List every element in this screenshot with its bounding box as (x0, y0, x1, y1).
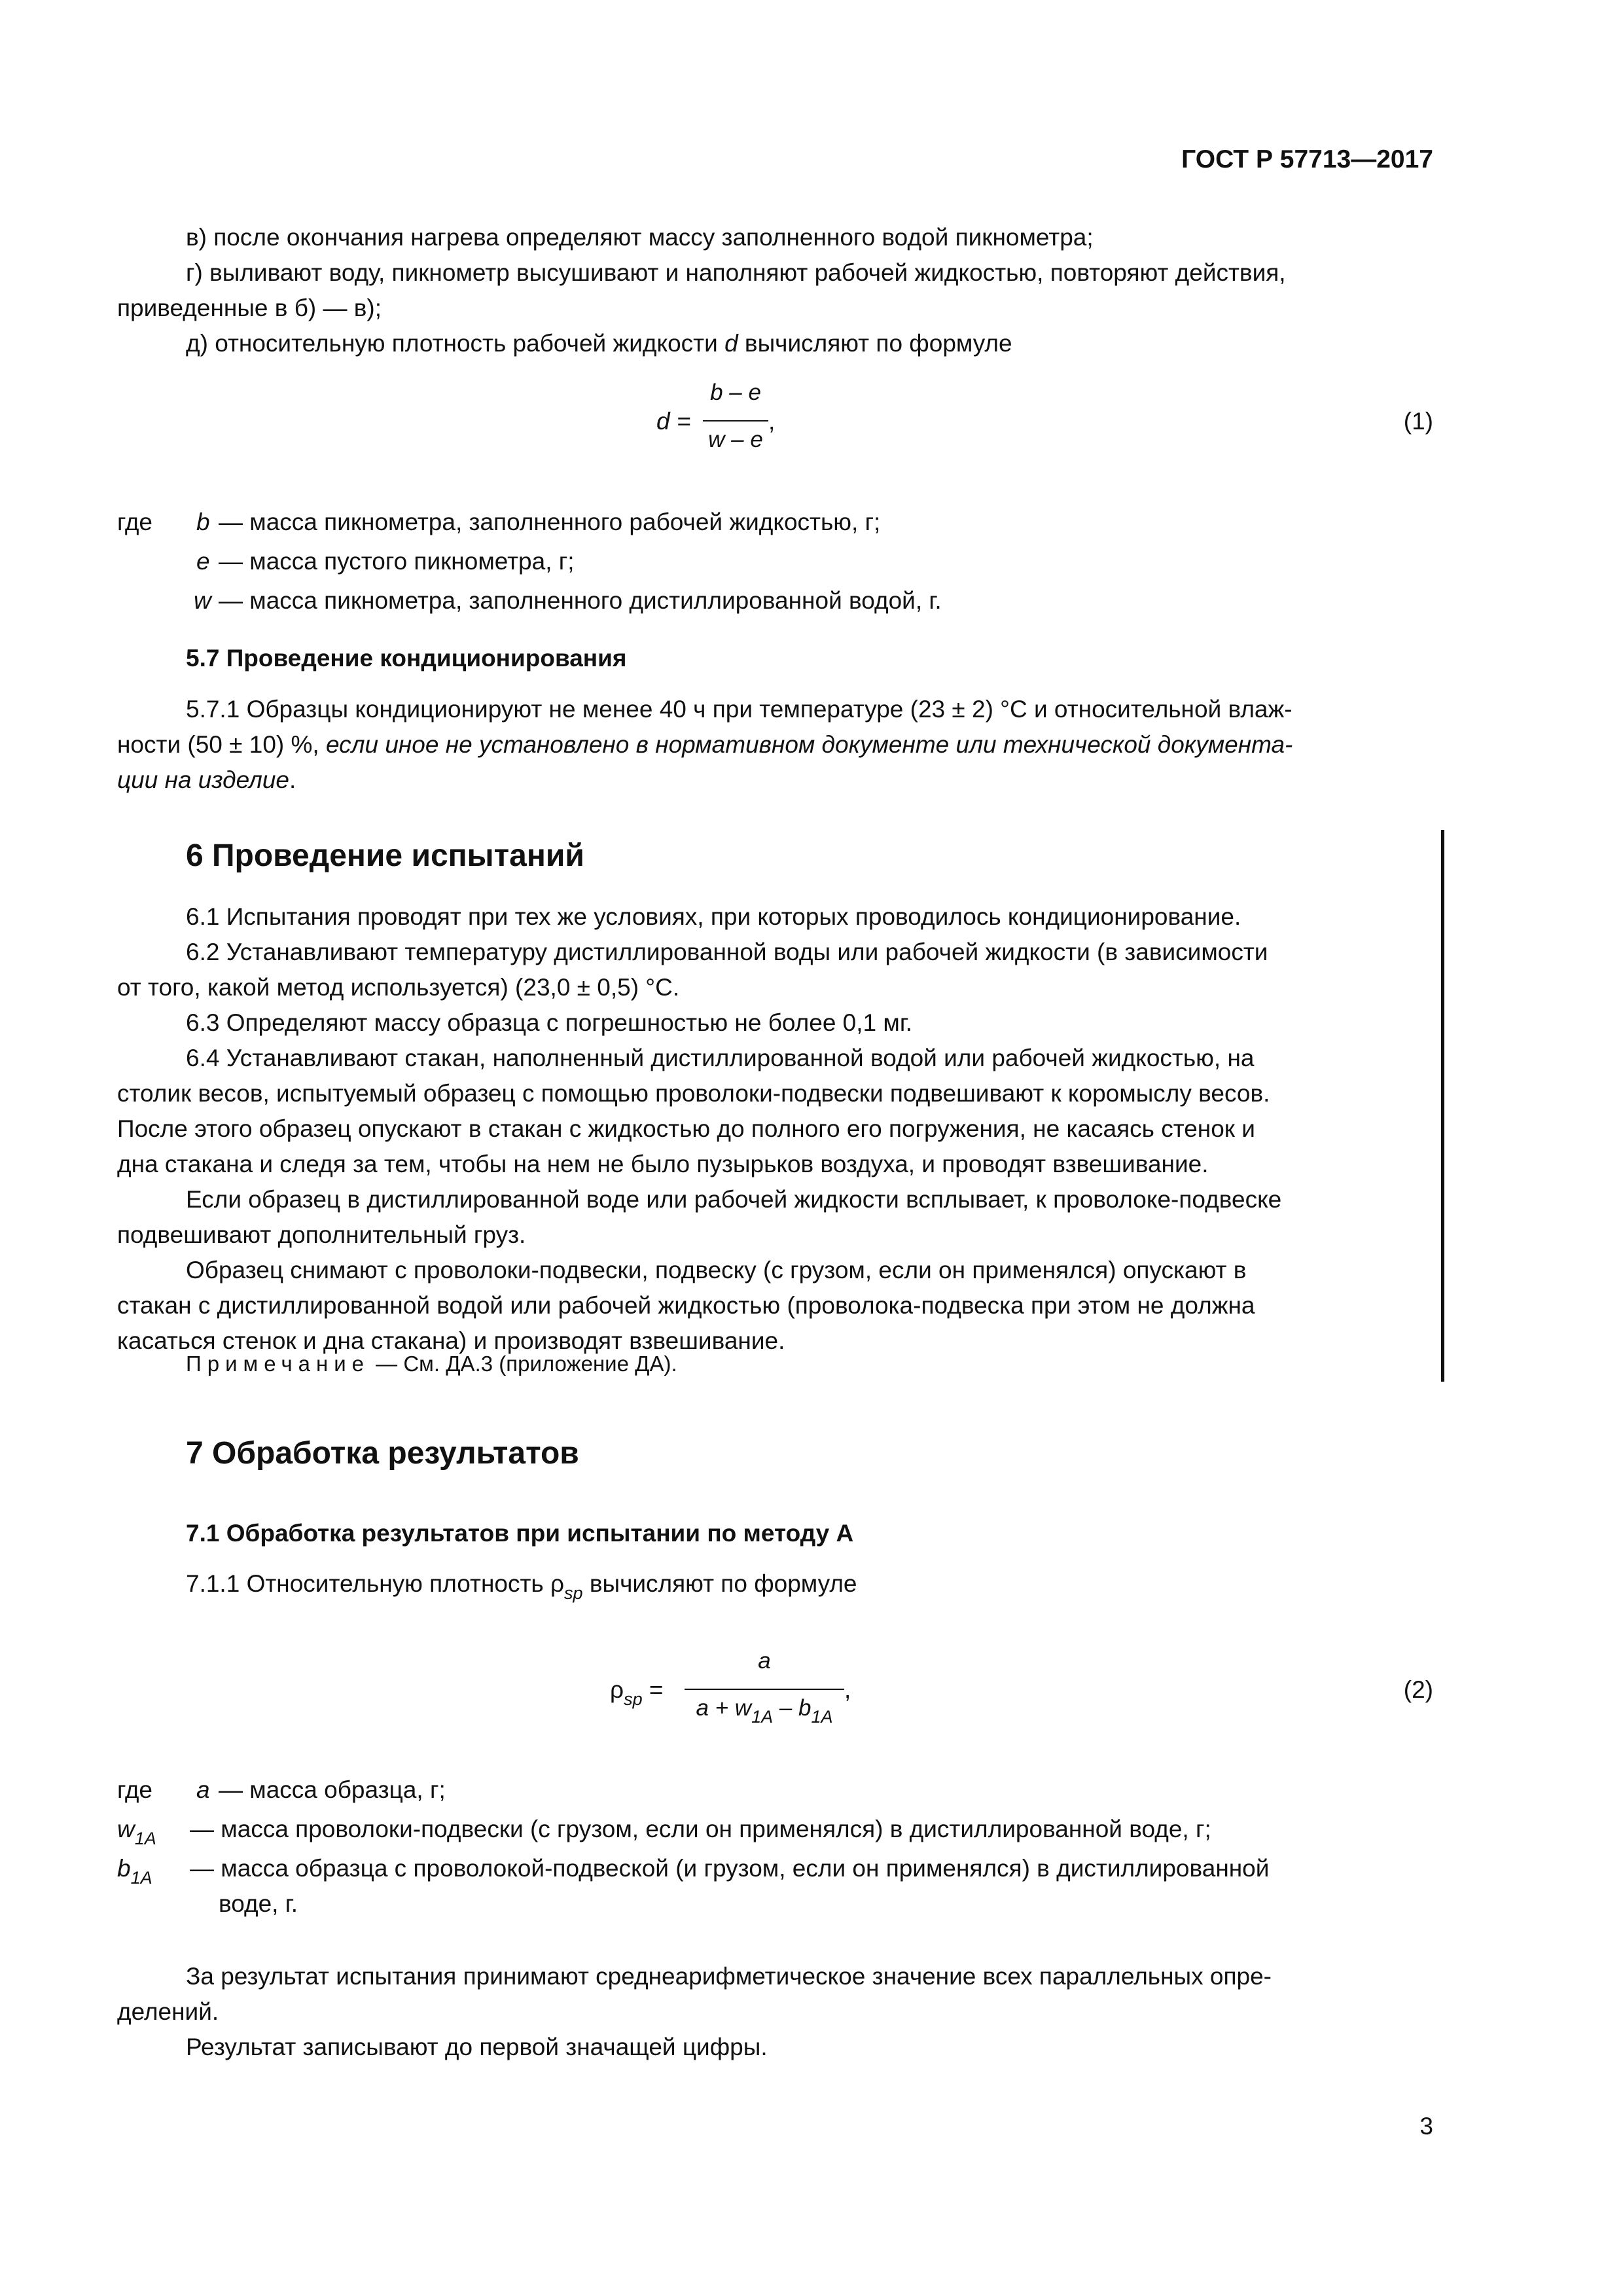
where2-symbol-a: a (196, 1776, 210, 1803)
section-6-line-11: Образец снимают с проволоки-подвески, подвеску (с грузом, если он применялся) опускают в (186, 1257, 1247, 1283)
section-5-7-line3-italic: ции на изделие (117, 766, 289, 793)
formula2-number: (2) (1403, 1676, 1433, 1703)
formula2-fraction-line (685, 1689, 844, 1690)
where1-text-w: — масса пикнометра, заполненного дистиллированной водой, г. (219, 587, 942, 614)
section-6-line-9: Если образец в дистиллированной воде или рабочей жидкости всплывает, к проволоке-подвеске (186, 1186, 1282, 1213)
where2-text-w1a: — масса проволоки-подвески (с грузом, если он применялся) в дистиллированной воде, г; (190, 1816, 1211, 1842)
formula2-numerator: a (758, 1648, 771, 1674)
item-d (186, 326, 1012, 361)
item-v: в) после окончания нагрева определяют массу заполненного водой пикнометра; (186, 224, 1094, 251)
where1-symbol-w: w (194, 587, 211, 614)
where2-symbol-b1a (117, 1851, 152, 1895)
section-6-line-5: 6.4 Устанавливают стакан, наполненный дистиллированной водой или рабочей жидкостью, на (186, 1045, 1255, 1071)
closing-line1: За результат испытания принимают среднеарифметическое значение всех параллельных опре- (186, 1963, 1272, 1990)
where1-text-e: — масса пустого пикнометра, г; (219, 548, 575, 575)
formula2-lhs-sub: sp (624, 1689, 643, 1709)
section-5-7-heading: 5.7 Проведение кондиционирования (186, 645, 627, 672)
section-6-line-3: от того, какой метод используется) (23,0 ± 0,5) °С. (117, 974, 680, 1001)
section-7-heading: 7 Обработка результатов (186, 1436, 579, 1471)
formula2-den-sub2: 1A (811, 1707, 833, 1727)
where2-word: где (117, 1776, 153, 1803)
closing-line3: Результат записывают до первой значащей цифры. (186, 2034, 768, 2060)
where2-b: b (117, 1855, 131, 1882)
item-d-var: d (724, 330, 738, 357)
where1-symbol-e: e (196, 548, 210, 575)
formula1-number: (1) (1403, 408, 1433, 435)
formula2-rho: ρ (610, 1676, 624, 1703)
formula1-fraction-line (703, 420, 768, 422)
where1-word: где (117, 509, 153, 535)
section-5-7-line3 (117, 762, 296, 798)
p-rho: ρ (550, 1570, 565, 1597)
page-number: 3 (1419, 2113, 1433, 2140)
section-6-line-6: столик весов, испытуемый образец с помощью проволоки-подвески подвешивают к коромыслу весов. (117, 1080, 1270, 1107)
formula2-den-mid: – b (773, 1695, 812, 1721)
formula2-trail: , (844, 1676, 851, 1703)
section-6-note (186, 1348, 677, 1380)
item-g-line2: приведенные в б) — в); (117, 295, 382, 321)
section-5-7-line2 (117, 727, 1293, 762)
where2-w: w (117, 1816, 135, 1842)
section-6-line-1: 6.1 Испытания проводят при тех же условиях, при которых проводилось кондиционирование. (186, 903, 1241, 930)
section-6-line-7: После этого образец опускают в стакан с жидкостью до полного его погружения, не касаясь стенок и (117, 1115, 1255, 1142)
where1-symbol-b: b (196, 509, 210, 535)
formula2-den-sub1: 1A (751, 1707, 774, 1727)
formula1-denominator: w – e (708, 427, 763, 452)
section-5-7-line1: 5.7.1 Образцы кондиционируют не менее 40 ч при температуре (23 ± 2) °С и относительной влаж- (186, 696, 1293, 723)
item-g-line1: г) выливают воду, пикнометр высушивают и наполняют рабочей жидкостью, повторяют действия, (186, 259, 1286, 286)
formula2-den-a: a + w (696, 1695, 752, 1721)
where2-text-a: — масса образца, г; (219, 1776, 446, 1803)
where2-text-b1a-2: воде, г. (219, 1890, 298, 1917)
section-6-line-12: стакан с дистиллированной водой или рабочей жидкостью (проволока-подвеска при этом не должна (117, 1292, 1255, 1319)
formula1-lhs: d = (656, 408, 691, 435)
section-6-line-13: касаться стенок и дна стакана) и производят взвешивание. (117, 1327, 785, 1354)
note-label: Примечание (186, 1352, 370, 1376)
item-d-pre: д) относительную плотность рабочей жидкости (186, 330, 725, 357)
where2-w-sub: 1A (134, 1829, 156, 1848)
note-text: — См. ДА.3 (приложение ДА). (370, 1352, 677, 1376)
where2-symbol-w1a (117, 1812, 156, 1856)
formula2-denominator (685, 1695, 844, 1727)
formula1-numerator: b – e (710, 380, 761, 405)
p-post: вычисляют по формуле (582, 1570, 857, 1597)
formula2-lhs (610, 1672, 663, 1717)
where2-b-sub: 1A (130, 1868, 152, 1888)
where1-text-b: — масса пикнометра, заполненного рабочей жидкостью, г; (219, 509, 881, 535)
p-sub: sp (564, 1583, 583, 1603)
section-5-7-line3-end: . (289, 766, 296, 793)
section-7-1-heading: 7.1 Обработка результатов при испытании по методу А (186, 1520, 854, 1547)
change-bar (1441, 830, 1444, 1382)
p-pre: 7.1.1 Относительную плотность (186, 1570, 550, 1597)
section-6-line-8: дна стакана и следя за тем, чтобы на нем не было пузырьков воздуха, и проводят взвешивание. (117, 1151, 1209, 1177)
formula1-trail: , (768, 408, 776, 435)
section-6-line-2: 6.2 Устанавливают температуру дистиллированной воды или рабочей жидкости (в зависимости (186, 939, 1268, 965)
section-6-heading: 6 Проведение испытаний (186, 838, 584, 873)
item-d-post: вычисляют по формуле (738, 330, 1012, 357)
section-7-1-1 (186, 1566, 857, 1611)
section-6-line-10: подвешивают дополнительный груз. (117, 1221, 526, 1248)
closing-line2: делений. (117, 1998, 219, 2025)
formula2-eq: = (642, 1676, 664, 1703)
section-5-7-line2-plain: ности (50 ± 10) %, (117, 731, 326, 758)
section-5-7-line2-italic: если иное не установлено в нормативном документе или технической документа- (325, 731, 1293, 758)
standard-code: ГОСТ Р 57713—2017 (1181, 145, 1433, 173)
section-6-line-4: 6.3 Определяют массу образца с погрешностью не более 0,1 мг. (186, 1009, 913, 1036)
where2-text-b1a-1: — масса образца с проволокой-подвеской (и грузом, если он применялся) в дистиллированной (190, 1855, 1270, 1882)
